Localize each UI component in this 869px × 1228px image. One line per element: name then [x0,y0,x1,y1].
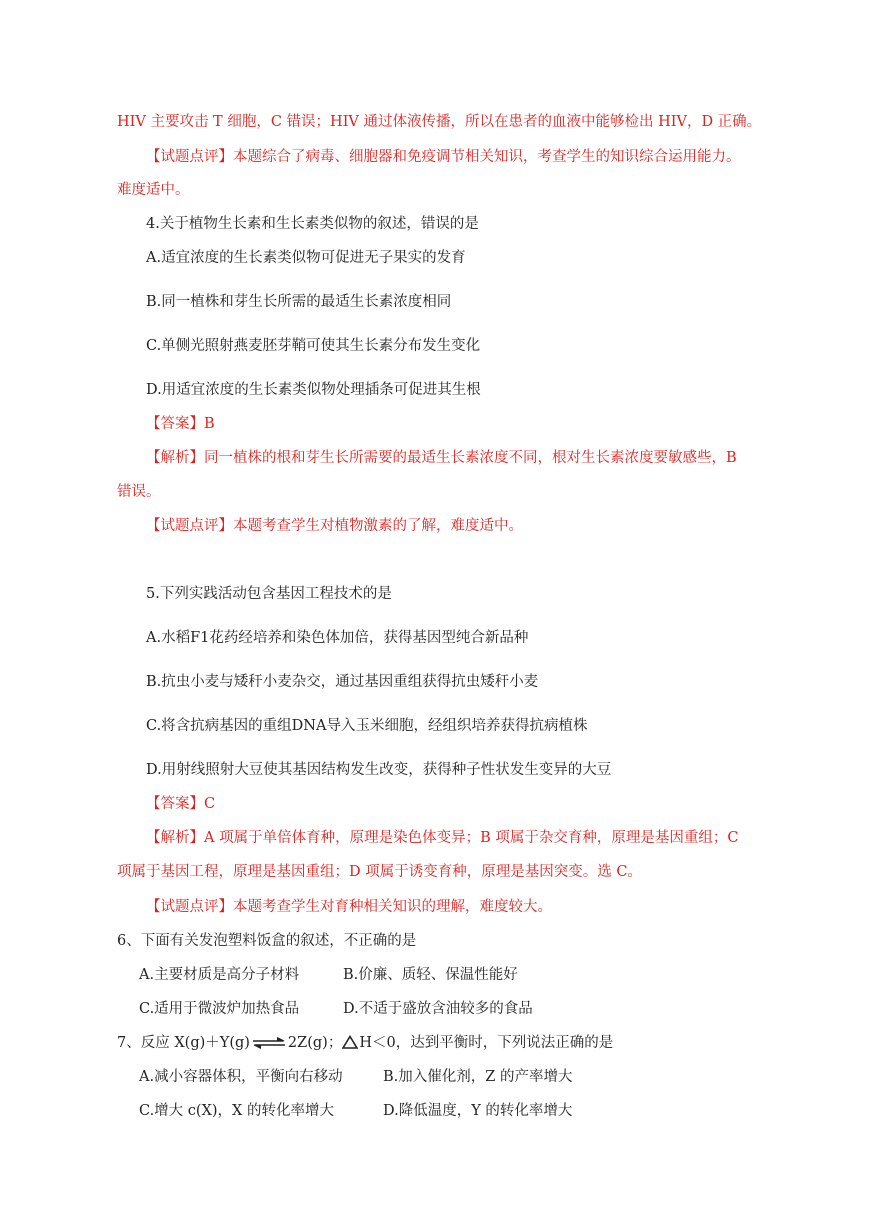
q7-option-c: C.增大 c(X)，X 的转化率增大 [139,1103,334,1119]
q4-analysis [146,448,737,468]
review-text: 本题综合了病毒、细胞器和免疫调节相关知识，考查学生的知识综合运用能力。 [233,149,741,165]
q5-option-a: A.水稻F1花药经培养和染色体加倍，获得基因型纯合新品种 [146,630,529,646]
q5-analysis [146,828,738,848]
q5-analysis-continued: 项属于基因工程，原理是基因重组；D 项属于诱变育种，原理是基因突变。选 C。 [117,864,642,880]
q4-analysis-continued: 错误。 [117,484,161,500]
q6-option-d: D.不适于盛放含油较多的食品 [343,1001,533,1017]
q4-option-d: D.用适宜浓度的生长素类似物处理插条可促进其生根 [146,382,481,398]
q4-option-a: A.适宜浓度的生长素类似物可促进无子果实的发育 [146,250,466,266]
analysis-text: A 项属于单倍体育种，原理是染色体变异；B 项属于杂交育种，原理是基因重组；C [204,830,739,846]
q7-stem-reactants: 7、反应 X(g)＋Y(g) [117,1035,250,1051]
q7-option-d: D.降低温度，Y 的转化率增大 [383,1103,573,1119]
q5-answer [146,794,215,814]
q5-option-c: C.将含抗病基因的重组DNA导入玉米细胞，经组织培养获得抗病植株 [146,718,588,734]
q7-stem-products: 2Z(g)； [287,1035,343,1051]
q6-option-b: B.价廉、质轻、保温性能好 [343,967,518,983]
review-text: 本题考查学生对育种相关知识的理解，难度较大。 [233,899,552,915]
review-text: 本题考查学生对植物激素的了解，难度适中。 [233,518,523,534]
answer-value: C [204,796,216,812]
q5-option-d: D.用射线照射大豆使其基因结构发生改变，获得种子性状发生变异的大豆 [146,762,612,778]
q6-stem: 6、下面有关发泡塑料饭盒的叙述，不正确的是 [117,933,417,949]
analysis-tag: 【解析】 [146,830,204,846]
review-tag: 【试题点评】 [146,149,233,165]
analysis-text: 同一植株的根和芽生长所需要的最适生长素浓度不同，根对生长素浓度要敏感些，B [204,450,737,466]
q3-analysis-continued: HIV 主要攻击 T 细胞，C 错误；HIV 通过体液传播，所以在患者的血液中能够检出 HIV，D 正确。 [117,114,762,130]
q4-stem: 4.关于植物生长素和生长素类似物的叙述，错误的是 [146,216,479,232]
q5-review [146,897,552,917]
delta-triangle-icon [342,1035,358,1049]
answer-tag: 【答案】 [146,416,204,432]
q4-review [146,516,523,536]
analysis-tag: 【解析】 [146,450,204,466]
q3-review [146,147,741,167]
q5-stem: 5.下列实践活动包含基因工程技术的是 [146,586,392,602]
q6-option-c: C.适用于微波炉加热食品 [139,1001,300,1017]
q3-review-continued: 难度适中。 [117,182,190,198]
q7-stem-condition: H＜0，达到平衡时，下列说法正确的是 [359,1035,614,1051]
review-tag: 【试题点评】 [146,899,233,915]
equilibrium-arrow-icon [252,1037,286,1049]
q7-stem [117,1033,613,1053]
q5-option-b: B.抗虫小麦与矮秆小麦杂交，通过基因重组获得抗虫矮秆小麦 [146,674,539,690]
q6-option-a: A.主要材质是高分子材料 [139,967,300,983]
answer-value: B [204,416,215,432]
q4-answer [146,414,215,434]
review-tag: 【试题点评】 [146,518,233,534]
q4-option-b: B.同一植株和芽生长所需的最适生长素浓度相同 [146,294,452,310]
q4-option-c: C.单侧光照射燕麦胚芽鞘可使其生长素分布发生变化 [146,338,481,354]
q7-option-b: B.加入催化剂，Z 的产率增大 [383,1069,573,1085]
q7-option-a: A.减小容器体积，平衡向右移动 [139,1069,343,1085]
answer-tag: 【答案】 [146,796,204,812]
